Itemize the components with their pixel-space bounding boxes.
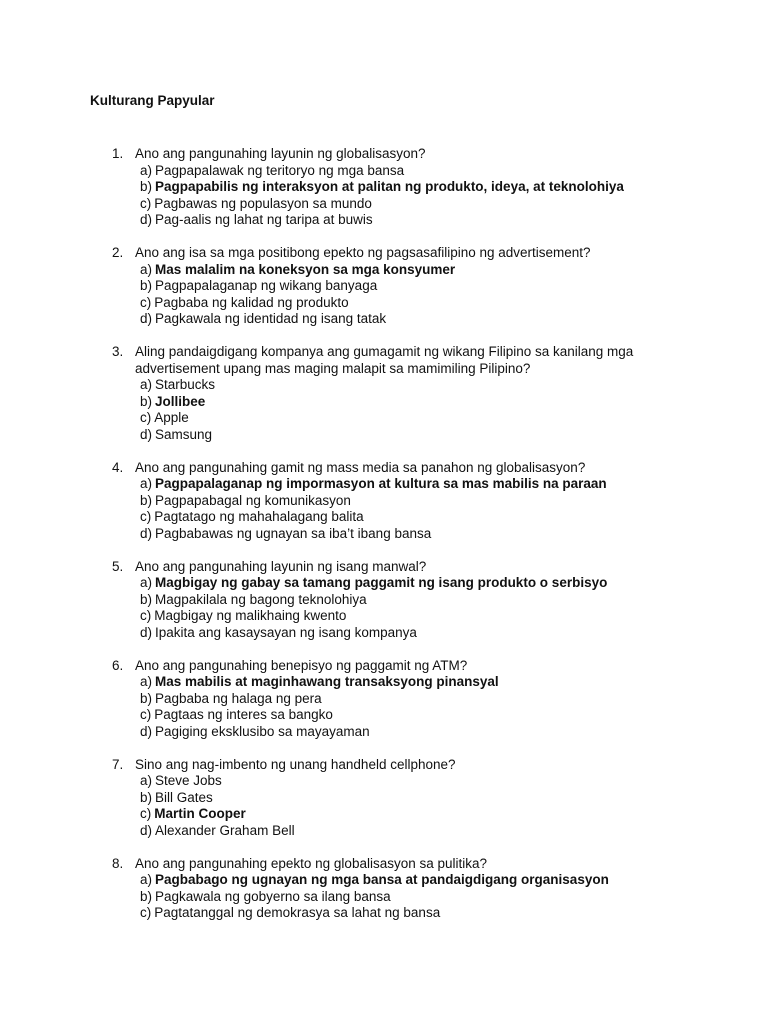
question-text: Ano ang pangunahing layunin ng isang manwal? xyxy=(135,558,427,574)
choice-text: Samsung xyxy=(155,426,213,442)
question-text: Sino ang nag-imbento ng unang handheld cellphone? xyxy=(135,756,456,772)
choice-text: Pag-aalis ng lahat ng taripa at buwis xyxy=(155,212,373,227)
choice-text: Bill Gates xyxy=(155,789,213,805)
choice-item-correct xyxy=(140,872,768,889)
question-text: Ano ang pangunahing layunin ng globalisasyon? xyxy=(135,146,426,161)
choice-text: Mas malalim na koneksyon sa mga konsyumer xyxy=(155,261,456,277)
choice-text: Pagpapabilis ng interaksyon at palitan ng produkto, ideya, at teknolohiya xyxy=(155,179,624,194)
choice-letter: b) xyxy=(140,789,153,805)
choice-item xyxy=(140,790,768,807)
question-item xyxy=(0,559,768,642)
choice-text: Pagbawas ng populasyon sa mundo xyxy=(154,195,372,211)
choice-text: Ipakita ang kasaysayan ng isang kompanya xyxy=(155,624,417,640)
choice-letter: b) xyxy=(140,393,153,409)
choice-list xyxy=(140,773,768,839)
choice-letter: d) xyxy=(140,426,153,442)
choice-item xyxy=(140,905,768,922)
choice-letter: d) xyxy=(140,212,153,227)
choice-letter: c) xyxy=(140,806,152,821)
choice-text: Apple xyxy=(154,410,189,425)
choice-item xyxy=(140,377,768,394)
choice-text: Pagbaba ng kalidad ng produkto xyxy=(154,294,349,310)
choice-letter: c) xyxy=(140,410,152,425)
choice-list xyxy=(140,377,768,443)
choice-text: Alexander Graham Bell xyxy=(155,822,295,838)
choice-text: Pagkawala ng gobyerno sa ilang bansa xyxy=(155,888,391,904)
choice-item xyxy=(140,163,768,180)
question-text: Ano ang pangunahing benepisyo ng paggamit ng ATM? xyxy=(135,657,468,673)
choice-list xyxy=(140,674,768,740)
choice-item-correct xyxy=(140,674,768,691)
choice-item-correct xyxy=(140,179,768,196)
question-item xyxy=(0,856,768,922)
choice-text: Pagpapabagal ng komunikasyon xyxy=(155,492,351,508)
question-item xyxy=(0,757,768,840)
choice-list xyxy=(140,163,768,229)
choice-letter: b) xyxy=(140,492,153,508)
choice-text: Pagpapalawak ng teritoryo ng mga bansa xyxy=(155,162,405,178)
choice-text: Magpakilala ng bagong teknolohiya xyxy=(155,591,367,607)
choice-text: Jollibee xyxy=(155,393,206,409)
choice-text: Martin Cooper xyxy=(154,806,246,821)
choice-list xyxy=(140,872,768,922)
choice-letter: c) xyxy=(140,195,152,211)
choice-text: Magbigay ng gabay sa tamang paggamit ng isang produkto o serbisyo xyxy=(155,575,608,590)
choice-text: Mas mabilis at maginhawang transaksyong pinansyal xyxy=(155,674,499,689)
choice-text: Steve Jobs xyxy=(155,773,222,788)
choice-item xyxy=(140,212,768,229)
question-text: Ano ang pangunahing epekto ng globalisasyon sa pulitika? xyxy=(135,855,488,871)
choice-item-correct xyxy=(140,806,768,823)
choice-item xyxy=(140,889,768,906)
choice-letter: a) xyxy=(140,476,153,491)
choice-item xyxy=(140,311,768,328)
question-item xyxy=(0,245,768,328)
choice-item xyxy=(140,608,768,625)
choice-text: Starbucks xyxy=(155,377,216,392)
choice-item xyxy=(140,691,768,708)
choice-item xyxy=(140,823,768,840)
choice-letter: c) xyxy=(140,707,152,722)
choice-list xyxy=(140,262,768,328)
choice-text: Pagbaba ng halaga ng pera xyxy=(155,690,322,706)
choice-text: Pagiging eksklusibo sa mayayaman xyxy=(155,723,370,739)
choice-text: Pagpapalaganap ng wikang banyaga xyxy=(155,278,378,293)
choice-letter: a) xyxy=(140,674,153,689)
choice-letter: c) xyxy=(140,294,152,310)
question-number: 1. xyxy=(112,146,124,161)
choice-text: Pagkawala ng identidad ng isang tatak xyxy=(155,311,387,326)
choice-text: Pagtatanggal ng demokrasya sa lahat ng bansa xyxy=(154,905,441,920)
choice-item xyxy=(140,493,768,510)
choice-letter: d) xyxy=(140,624,153,640)
question-number: 7. xyxy=(112,756,124,772)
choice-item xyxy=(140,295,768,312)
question-number: 3. xyxy=(112,344,124,359)
choice-item-correct xyxy=(140,476,768,493)
choice-item xyxy=(140,427,768,444)
choice-item xyxy=(140,509,768,526)
choice-list xyxy=(140,575,768,641)
question-number: 8. xyxy=(112,855,124,871)
choice-item xyxy=(140,773,768,790)
choice-letter: b) xyxy=(140,179,153,194)
choice-text: Pagtaas ng interes sa bangko xyxy=(154,707,333,722)
choice-text: Pagbabago ng ugnayan ng mga bansa at pandaigdigang organisasyon xyxy=(155,872,609,887)
choice-letter: b) xyxy=(140,888,153,904)
choice-letter: a) xyxy=(140,377,153,392)
choice-item-correct xyxy=(140,575,768,592)
choice-letter: c) xyxy=(140,905,152,920)
choice-letter: a) xyxy=(140,162,153,178)
choice-letter: a) xyxy=(140,872,153,887)
choice-item xyxy=(140,724,768,741)
question-number: 5. xyxy=(112,558,124,574)
question-number: 6. xyxy=(112,657,124,673)
choice-item xyxy=(140,592,768,609)
choice-item xyxy=(140,410,768,427)
document-title: Kulturang Papyular xyxy=(90,93,215,108)
choice-letter: a) xyxy=(140,261,153,277)
choice-item-correct xyxy=(140,262,768,279)
question-text: Ano ang pangunahing gamit ng mass media sa panahon ng globalisasyon? xyxy=(135,459,586,475)
choice-letter: a) xyxy=(140,575,153,590)
question-item xyxy=(0,658,768,741)
question-text: Ano ang isa sa mga positibong epekto ng pagsasafilipino ng advertisement? xyxy=(135,245,591,260)
choice-item xyxy=(140,278,768,295)
choice-letter: b) xyxy=(140,690,153,706)
choice-text: Pagpapalaganap ng impormasyon at kultura sa mas mabilis na paraan xyxy=(155,476,607,491)
choice-letter: d) xyxy=(140,311,153,326)
choice-letter: a) xyxy=(140,773,153,788)
question-number: 4. xyxy=(112,459,124,475)
choice-item xyxy=(140,196,768,213)
choice-item xyxy=(140,526,768,543)
question-item xyxy=(0,146,768,229)
choice-item-correct xyxy=(140,394,768,411)
question-list xyxy=(0,146,768,938)
question-text: Aling pandaigdigang kompanya ang gumagamit ng wikang Filipino sa kanilang mga advertisement upang mas maging malapit sa mamimiling Pilipino? xyxy=(135,344,634,376)
choice-text: Pagbabawas ng ugnayan sa iba’t ibang bansa xyxy=(155,525,432,541)
choice-text: Pagtatago ng mahahalagang balita xyxy=(154,509,364,524)
question-number: 2. xyxy=(112,245,124,260)
question-item xyxy=(0,344,768,443)
choice-list xyxy=(140,476,768,542)
choice-text: Magbigay ng malikhaing kwento xyxy=(154,608,347,623)
choice-letter: d) xyxy=(140,525,153,541)
choice-letter: c) xyxy=(140,608,152,623)
choice-item xyxy=(140,625,768,642)
choice-letter: d) xyxy=(140,723,153,739)
choice-letter: b) xyxy=(140,591,153,607)
question-item xyxy=(0,460,768,543)
choice-item xyxy=(140,707,768,724)
choice-letter: d) xyxy=(140,822,153,838)
choice-letter: c) xyxy=(140,509,152,524)
choice-letter: b) xyxy=(140,278,153,293)
